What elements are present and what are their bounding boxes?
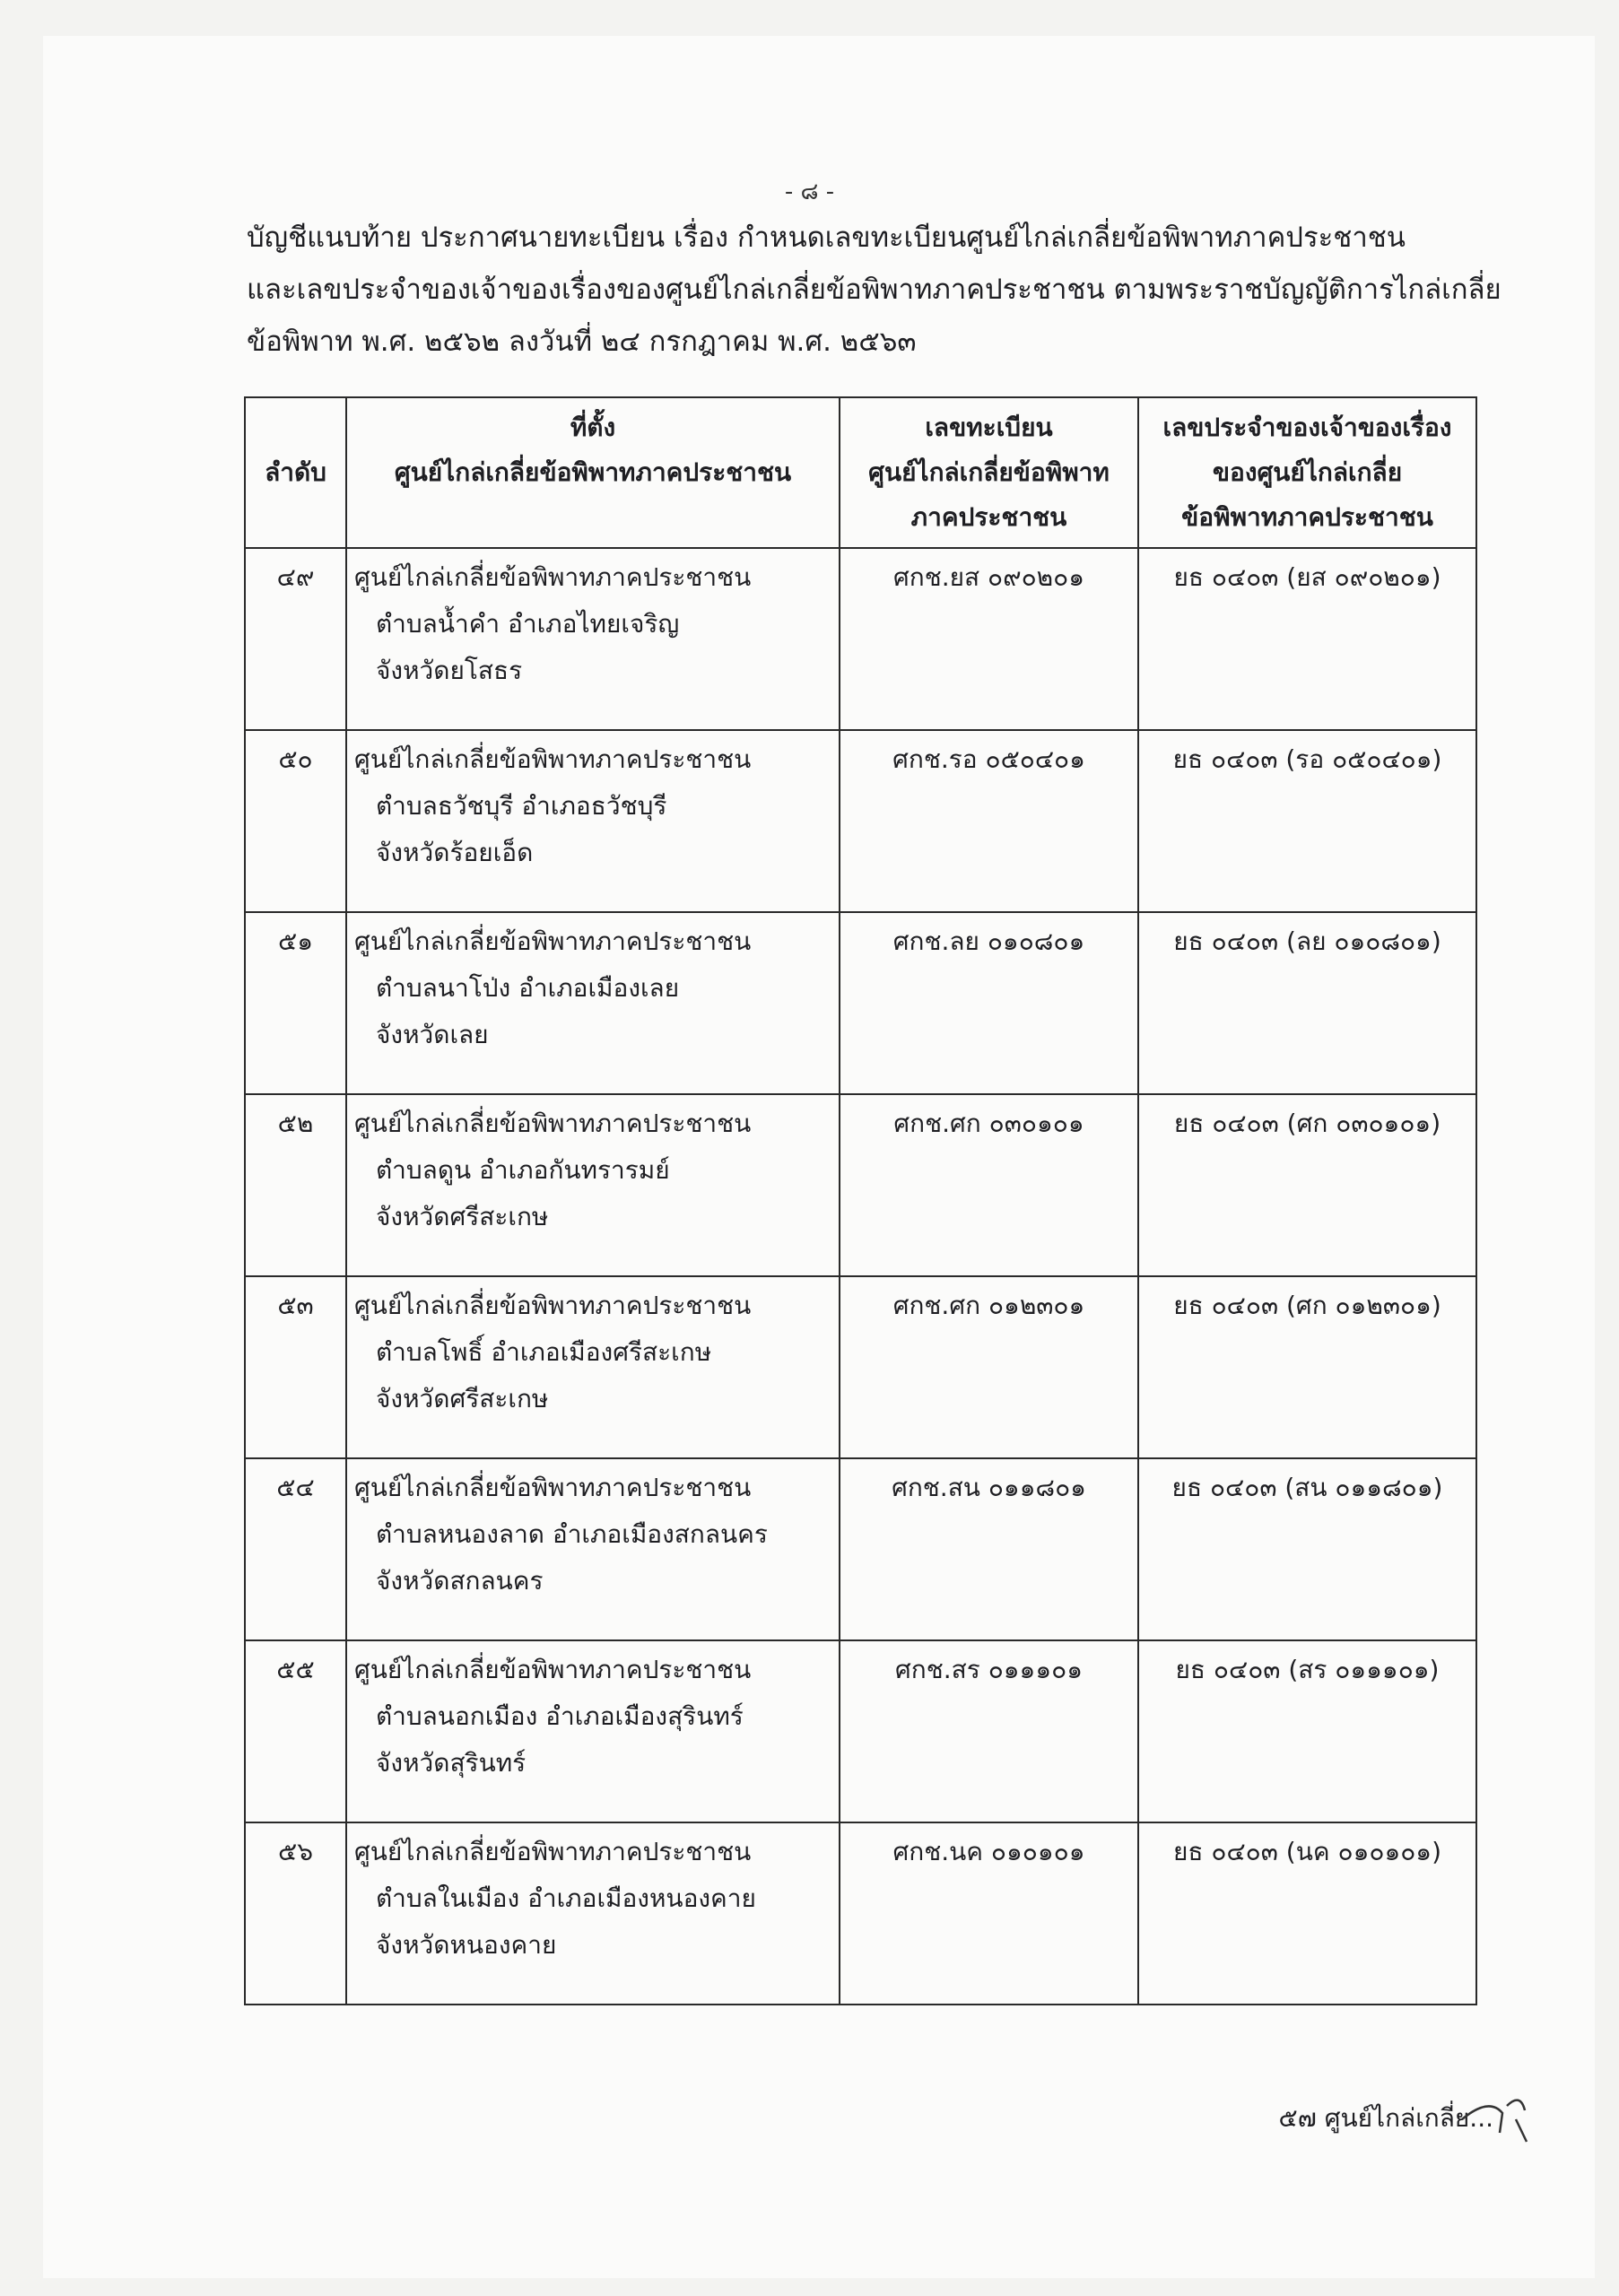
signature-mark [1453,2079,1534,2151]
province: จังหวัดสุรินทร์ [376,1748,527,1778]
center-name: ศูนย์ไกล่เกลี่ยข้อพิพาทภาคประชาชน [354,562,752,592]
cell-location [346,1458,840,1640]
cell-doc-number: ยธ ๐๔๐๓ (ลย ๐๑๐๘๐๑) [1138,912,1476,1094]
province: จังหวัดศรีสะเกษ [376,1202,549,1231]
table-header-row [245,397,1476,548]
cell-doc-number: ยธ ๐๔๐๓ (สน ๐๑๑๘๐๑) [1138,1458,1476,1640]
province: จังหวัดเลย [376,1020,489,1049]
province: จังหวัดหนองคาย [376,1930,557,1960]
header-doc-number: เลขประจำของเจ้าของเรื่อง ของศูนย์ไกล่เกลี่ย ข้อพิพาทภาคประชาชน [1138,397,1476,548]
cell-seq: ๔๙ [245,548,346,730]
subdistrict-district: ตำบลธวัชบุรี อำเภอธวัชบุรี [376,791,667,821]
table-row [245,548,1476,730]
table-row [245,1822,1476,2005]
cell-doc-number: ยธ ๐๔๐๓ (ศก ๐๑๒๓๐๑) [1138,1276,1476,1458]
table-row [245,1640,1476,1822]
heading-line-1: บัญชีแนบท้าย ประกาศนายทะเบียน เรื่อง กำหนดเลขทะเบียนศูนย์ไกล่เกลี่ยข้อพิพาทภาคประชาชน [247,222,1406,254]
cell-seq: ๕๖ [245,1822,346,2005]
province: จังหวัดสกลนคร [376,1566,544,1596]
cell-registration: ศกช.สร ๐๑๑๑๐๑ [840,1640,1138,1822]
center-name: ศูนย์ไกล่เกลี่ยข้อพิพาทภาคประชาชน [354,1291,752,1320]
cell-location [346,1094,840,1276]
cell-location [346,730,840,912]
center-name: ศูนย์ไกล่เกลี่ยข้อพิพาทภาคประชาชน [354,1837,752,1866]
cell-doc-number: ยธ ๐๔๐๓ (สร ๐๑๑๑๐๑) [1138,1640,1476,1822]
cell-registration: ศกช.สน ๐๑๑๘๐๑ [840,1458,1138,1640]
page-number: - ๘ - [784,178,835,205]
cell-doc-number: ยธ ๐๔๐๓ (ศก ๐๓๐๑๐๑) [1138,1094,1476,1276]
subdistrict-district: ตำบลโพธิ์ อำเภอเมืองศรีสะเกษ [376,1337,712,1367]
center-name: ศูนย์ไกล่เกลี่ยข้อพิพาทภาคประชาชน [354,926,752,956]
province: จังหวัดศรีสะเกษ [376,1384,549,1413]
center-table [244,396,1477,2005]
table-row [245,1094,1476,1276]
table-row [245,1458,1476,1640]
cell-seq: ๕๑ [245,912,346,1094]
cell-location [346,1276,840,1458]
table-row [245,730,1476,912]
cell-seq: ๕๓ [245,1276,346,1458]
cell-location [346,912,840,1094]
heading-line-2: และเลขประจำของเจ้าของเรื่องของศูนย์ไกล่เกลี่ยข้อพิพาทภาคประชาชน ตามพระราชบัญญัติการไกล่เกลี่ย [247,274,1501,306]
continuation-note: ๕๗ ศูนย์ไกล่เกลี่ย... [1278,2103,1493,2133]
cell-seq: ๕๔ [245,1458,346,1640]
cell-registration: ศกช.รอ ๐๕๐๔๐๑ [840,730,1138,912]
header-registration: เลขทะเบียน ศูนย์ไกล่เกลี่ยข้อพิพาท ภาคประชาชน [840,397,1138,548]
cell-registration: ศกช.ยส ๐๙๐๒๐๑ [840,548,1138,730]
subdistrict-district: ตำบลดูน อำเภอกันทรารมย์ [376,1155,670,1185]
cell-doc-number: ยธ ๐๔๐๓ (รอ ๐๕๐๔๐๑) [1138,730,1476,912]
center-name: ศูนย์ไกล่เกลี่ยข้อพิพาทภาคประชาชน [354,744,752,774]
cell-doc-number: ยธ ๐๔๐๓ (นค ๐๑๐๑๐๑) [1138,1822,1476,2005]
center-name: ศูนย์ไกล่เกลี่ยข้อพิพาทภาคประชาชน [354,1655,752,1684]
table-row [245,1276,1476,1458]
cell-registration: ศกช.ศก ๐๑๒๓๐๑ [840,1276,1138,1458]
cell-seq: ๕๐ [245,730,346,912]
subdistrict-district: ตำบลนอกเมือง อำเภอเมืองสุรินทร์ [376,1701,744,1731]
subdistrict-district: ตำบลนาโป่ง อำเภอเมืองเลย [376,973,680,1003]
province: จังหวัดร้อยเอ็ด [376,838,534,867]
cell-registration: ศกช.ลย ๐๑๐๘๐๑ [840,912,1138,1094]
cell-seq: ๕๒ [245,1094,346,1276]
cell-location [346,1640,840,1822]
cell-registration: ศกช.นค ๐๑๐๑๐๑ [840,1822,1138,2005]
heading-line-3: ข้อพิพาท พ.ศ. ๒๕๖๒ ลงวันที่ ๒๔ กรกฎาคม พ.ศ. ๒๕๖๓ [247,326,917,358]
subdistrict-district: ตำบลน้ำคำ อำเภอไทยเจริญ [376,609,680,639]
header-seq: ลำดับ [245,397,346,548]
subdistrict-district: ตำบลในเมือง อำเภอเมืองหนองคาย [376,1883,756,1913]
subdistrict-district: ตำบลหนองลาด อำเภอเมืองสกลนคร [376,1519,768,1549]
cell-registration: ศกช.ศก ๐๓๐๑๐๑ [840,1094,1138,1276]
province: จังหวัดยโสธร [376,656,523,685]
table-row [245,912,1476,1094]
center-name: ศูนย์ไกล่เกลี่ยข้อพิพาทภาคประชาชน [354,1109,752,1138]
center-name: ศูนย์ไกล่เกลี่ยข้อพิพาทภาคประชาชน [354,1473,752,1502]
cell-doc-number: ยธ ๐๔๐๓ (ยส ๐๙๐๒๐๑) [1138,548,1476,730]
header-location: ที่ตั้ง ศูนย์ไกล่เกลี่ยข้อพิพาทภาคประชาชน [346,397,840,548]
cell-seq: ๕๕ [245,1640,346,1822]
cell-location [346,1822,840,2005]
cell-location [346,548,840,730]
